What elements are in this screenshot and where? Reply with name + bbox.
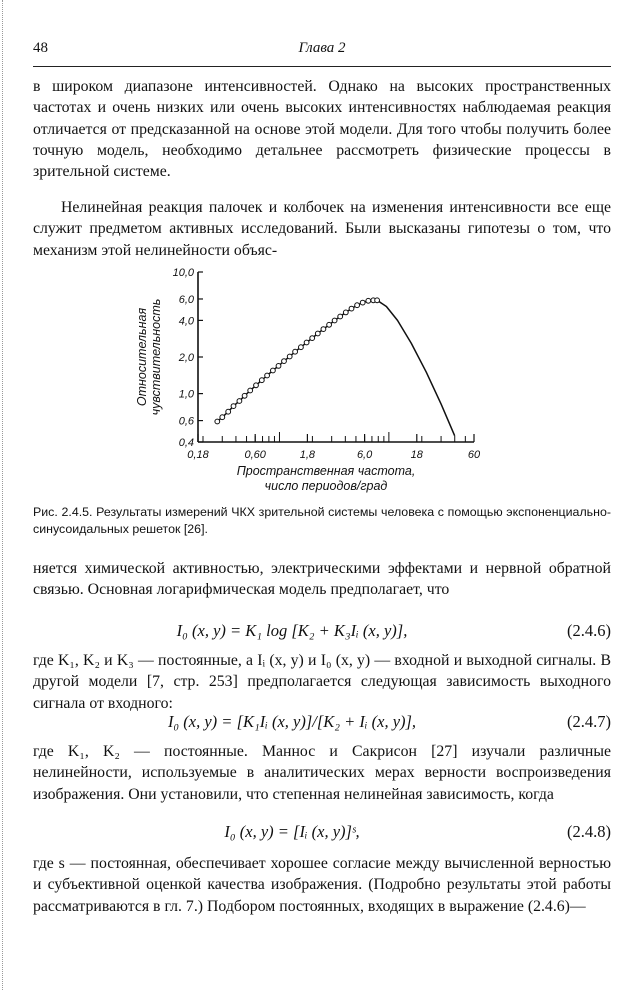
data-point bbox=[215, 419, 220, 424]
data-point bbox=[271, 368, 276, 373]
equation-number: (2.4.8) bbox=[567, 822, 611, 841]
data-point bbox=[226, 409, 231, 414]
chapter-title: Глава 2 bbox=[298, 40, 346, 56]
data-point bbox=[304, 340, 309, 345]
y-tick-label: 6,0 bbox=[178, 293, 194, 306]
data-point bbox=[343, 310, 348, 315]
equation-2-4-6 bbox=[33, 619, 611, 643]
figure-caption: Рис. 2.4.5. Результаты измерений ЧКХ зрительной системы человека с помощью экспоненциально-синусоидальных решеток [26]. bbox=[33, 505, 611, 536]
data-point bbox=[293, 349, 298, 354]
series-line-measured bbox=[217, 300, 377, 421]
paragraph-3: няется химической активностью, электрическими эффектами и нервной обратной связью. Основная логарифмическая модель предполагает, что bbox=[33, 560, 611, 599]
series-line-falloff bbox=[377, 300, 455, 436]
data-point bbox=[321, 327, 326, 332]
paragraph-6: где s — постоянная, обеспечивает хорошее согласие между вычисленной верностью и субъективной оценкой качества изображения. (Подробно результаты этой работы рассматриваются в гл. 7.) Подбором постоянных, входящих в выражение (2.4.6)— bbox=[33, 855, 611, 915]
y-tick-label: 10,0 bbox=[172, 267, 194, 279]
y-tick-label: 4,0 bbox=[178, 315, 194, 328]
data-point bbox=[299, 345, 304, 350]
data-point bbox=[332, 318, 337, 323]
data-point bbox=[375, 298, 380, 303]
y-axis-label: чувствительность bbox=[149, 298, 163, 416]
equation-body: I₀ (x, y) = [Iᵢ (x, y)]ˢ, bbox=[224, 822, 360, 841]
data-point bbox=[327, 322, 332, 327]
y-axis-label: Относительная bbox=[135, 307, 149, 407]
data-point bbox=[338, 314, 343, 319]
paragraph-2: Нелинейная реакция палочек и колбочек на изменения интенсивности все еще служит предметом активных исследований. Были высказаны гипотезы о том, что механизм этой нелинейности объяс- bbox=[33, 199, 611, 259]
data-point bbox=[231, 404, 236, 409]
data-point bbox=[265, 373, 270, 378]
equation-body: I₀ (x, y) = K₁ log [K₂ + K₃Iᵢ (x, y)], bbox=[176, 621, 408, 640]
data-point bbox=[349, 306, 354, 311]
x-tick-label: 18 bbox=[410, 449, 423, 461]
y-tick-label: 0,6 bbox=[178, 415, 194, 428]
data-point bbox=[276, 364, 281, 369]
x-axis-label: число периодов/град bbox=[264, 479, 388, 493]
x-tick-label: 60 bbox=[467, 449, 481, 461]
paragraph-1: в широком диапазоне интенсивностей. Однако на высоких пространственных частотах и очень низких или очень высоких интенсивностях наблюдаемая реакция отличается от предсказанной на основе этой модели. Для того чтобы получить более точную модель, необходимо детальнее рассмотреть физические процессы в зрительной системе. bbox=[33, 78, 611, 181]
equation-number: (2.4.6) bbox=[567, 621, 611, 640]
data-point bbox=[242, 393, 247, 398]
paragraph-5: где K₁, K₂ — постоянные. Маннос и Сакрисон [27] изучали различные нелинейности, используемые в аналитических мерах верности воспроизведения изображения. Они установили, что степенная нелинейная зависимость, когда bbox=[33, 743, 611, 803]
data-point bbox=[220, 415, 225, 420]
data-point bbox=[254, 383, 259, 388]
equation-2-4-7 bbox=[33, 710, 611, 734]
equation-body: I₀ (x, y) = [K₁Iᵢ (x, y)]/[K₂ + Iᵢ (x, y)], bbox=[167, 712, 417, 731]
data-point bbox=[355, 303, 360, 308]
y-tick-label: 1,0 bbox=[178, 388, 194, 401]
data-point bbox=[315, 331, 320, 336]
y-tick-label: 2,0 bbox=[178, 352, 194, 364]
data-point bbox=[259, 378, 264, 383]
y-tick-label: 0,4 bbox=[178, 437, 194, 449]
data-point bbox=[360, 300, 365, 305]
data-point bbox=[282, 359, 287, 364]
page-number: 48 bbox=[33, 40, 48, 56]
paragraph-4: где K₁, K₂ и K₃ — постоянные, а Iᵢ (x, y) и I₀ (x, y) — входной и выходной сигналы. В другой модели [7, стр. 253] предполагается следующая зависимость выходного сигнала от входного: bbox=[33, 652, 611, 712]
x-tick-label: 1,8 bbox=[299, 449, 316, 461]
data-point bbox=[287, 354, 292, 359]
data-point bbox=[366, 298, 371, 303]
x-tick-label: 0,60 bbox=[244, 449, 266, 461]
x-tick-label: 0,18 bbox=[187, 449, 209, 461]
x-axis-label: Пространственная частота, bbox=[236, 464, 416, 478]
equation-2-4-8 bbox=[33, 820, 611, 844]
data-point bbox=[310, 336, 315, 341]
data-point bbox=[248, 388, 253, 393]
equation-number: (2.4.7) bbox=[567, 712, 611, 731]
data-point bbox=[237, 399, 242, 404]
x-tick-label: 6,0 bbox=[356, 449, 373, 461]
